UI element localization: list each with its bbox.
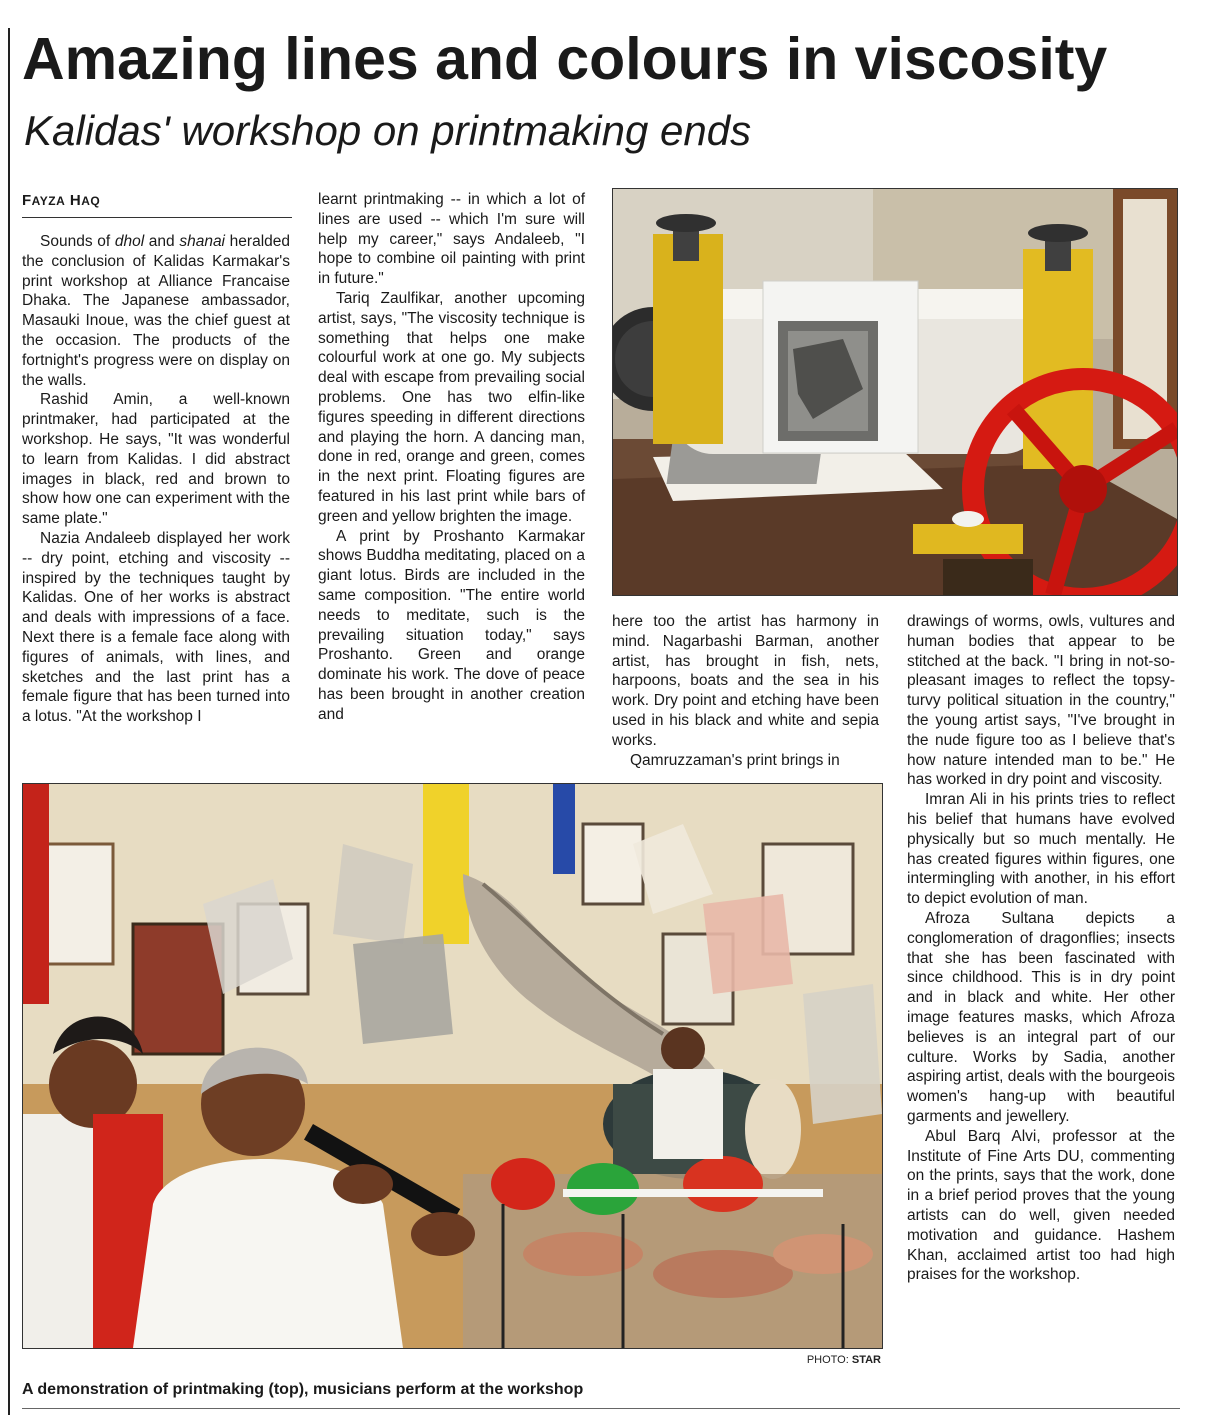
byline — [22, 192, 292, 218]
headline: Amazing lines and colours in viscosity — [22, 26, 1108, 92]
musicians-illustration — [23, 784, 882, 1348]
subheadline: Kalidas' workshop on printmaking ends — [24, 107, 752, 154]
paragraph-3: Nazia Andaleeb displayed her work -- dry point, etching and viscosity -- inspired by the techniques taught by Kalidas. One of her works is abstract and deals with impressions of a face. Next there is a female face along with figures of animals, with lines, and sketches and the last print has a female figure that has been turned into a lotus. "At the workshop I — [22, 529, 290, 726]
photo-caption: A demonstration of printmaking (top), musicians perform at the workshop — [22, 1381, 584, 1398]
paragraph-6-continued: drawings of worms, owls, vultures and human bodies that appear to be stitched at the back. "I bring in not-so-pleasant images to reflect the topsy-turvy political situation in the country," the young artist says, "I've brought in the nude figure too as I believe that's how nature intended man to be." He has worked in dry point and viscosity. — [907, 613, 1175, 789]
musicians-photo — [22, 783, 883, 1349]
left-column-rule — [8, 28, 10, 1415]
article-column-2 — [318, 190, 585, 725]
article-column-3 — [612, 612, 879, 770]
paragraph-5-continued: here too the artist has harmony in mind. Nagarbashi Barman, another artist, has brought in fish, nets, harpoons, boats and the sea in his work. Dry point and etching have been used in his black and white and sepia works. — [612, 613, 879, 749]
paragraph-6: Qamruzzaman's print brings in — [630, 751, 840, 769]
paragraph-8: Afroza Sultana depicts a conglomeration of dragonflies; insects that she has been fascinated with since childhood. This is in dry point and in black and white. Her other image features masks, which Afroza believes is an integral part of our culture. Works by Sadia, another aspiring artist, deals with the bourgeois women's hang-up with beautiful garments and jewellery. — [907, 909, 1175, 1125]
word-shanai: shanai — [179, 233, 226, 250]
paragraph-9: Abul Barq Alvi, professor at the Institute of Fine Arts DU, commenting on the prints, says that the work, done in a brief period proves that the young artists can do well, given needed motivation and guidance. Hashem Khan, acclaimed artist too had high praises for the workshop. — [907, 1127, 1175, 1284]
article-column-4 — [907, 612, 1175, 1285]
photo-credit: PHOTO: STAR — [806, 1354, 881, 1366]
article-column-1 — [22, 232, 290, 727]
bottom-rule — [22, 1408, 1180, 1409]
printing-press-illustration — [613, 189, 1177, 595]
paragraph-2: Rashid Amin, a well-known printmaker, had participated at the workshop. He says, "It was wonderful to learn from Kalidas. I did abstract images in black, red and brown to show how one can experiment with the same plate." — [22, 391, 290, 528]
byline-first-rest: AYZA — [31, 194, 66, 208]
paragraph-3-continued: learnt printmaking -- in which a lot of lines are used -- which I'm sure will help my career," says Andaleeb, "I hope to combine oil painting with print in future." — [318, 191, 585, 288]
byline-first-initial: F — [22, 192, 32, 209]
byline-last-initial: H — [69, 192, 82, 209]
paragraph-7: Imran Ali in his prints tries to reflect his belief that humans have evolved physically but so much mentally. He has created figures within figures, one intermingling with another, in his effort to depict evolution of man. — [907, 791, 1175, 908]
paragraph-5: A print by Proshanto Karmakar shows Buddha meditating, placed on a giant lotus. Birds are included in the same composition. "The entire world needs to meditate, such is the prevailing situation today," says Proshanto. Green and orange dominate his work. The dove of peace has been brought in another creation and — [318, 527, 585, 723]
paragraph-4: Tariq Zaulfikar, another upcoming artist, says, "The viscosity technique is something that helps one make colourful work at one go. My subjects deal with escape from prevailing social problems. One has two elfin-like figures speeding in different directions and playing the horn. A dancing man, done in red, orange and green, comes in the next print. Floating figures are featured in his last print while bars of green and yellow brighten the image. — [318, 289, 585, 525]
byline-last-rest: AQ — [81, 194, 101, 208]
word-dhol: dhol — [114, 233, 145, 250]
paragraph-1: Sounds of dhol and shanai heralded the conclusion of Kalidas Karmakar's print workshop at Alliance Francaise Dhaka. The Japanese ambassador, Masauki Inoue, was the chief guest at the occasion. The products of the fortnight's progress were on display on the walls. — [22, 233, 291, 389]
printing-press-photo — [612, 188, 1178, 596]
